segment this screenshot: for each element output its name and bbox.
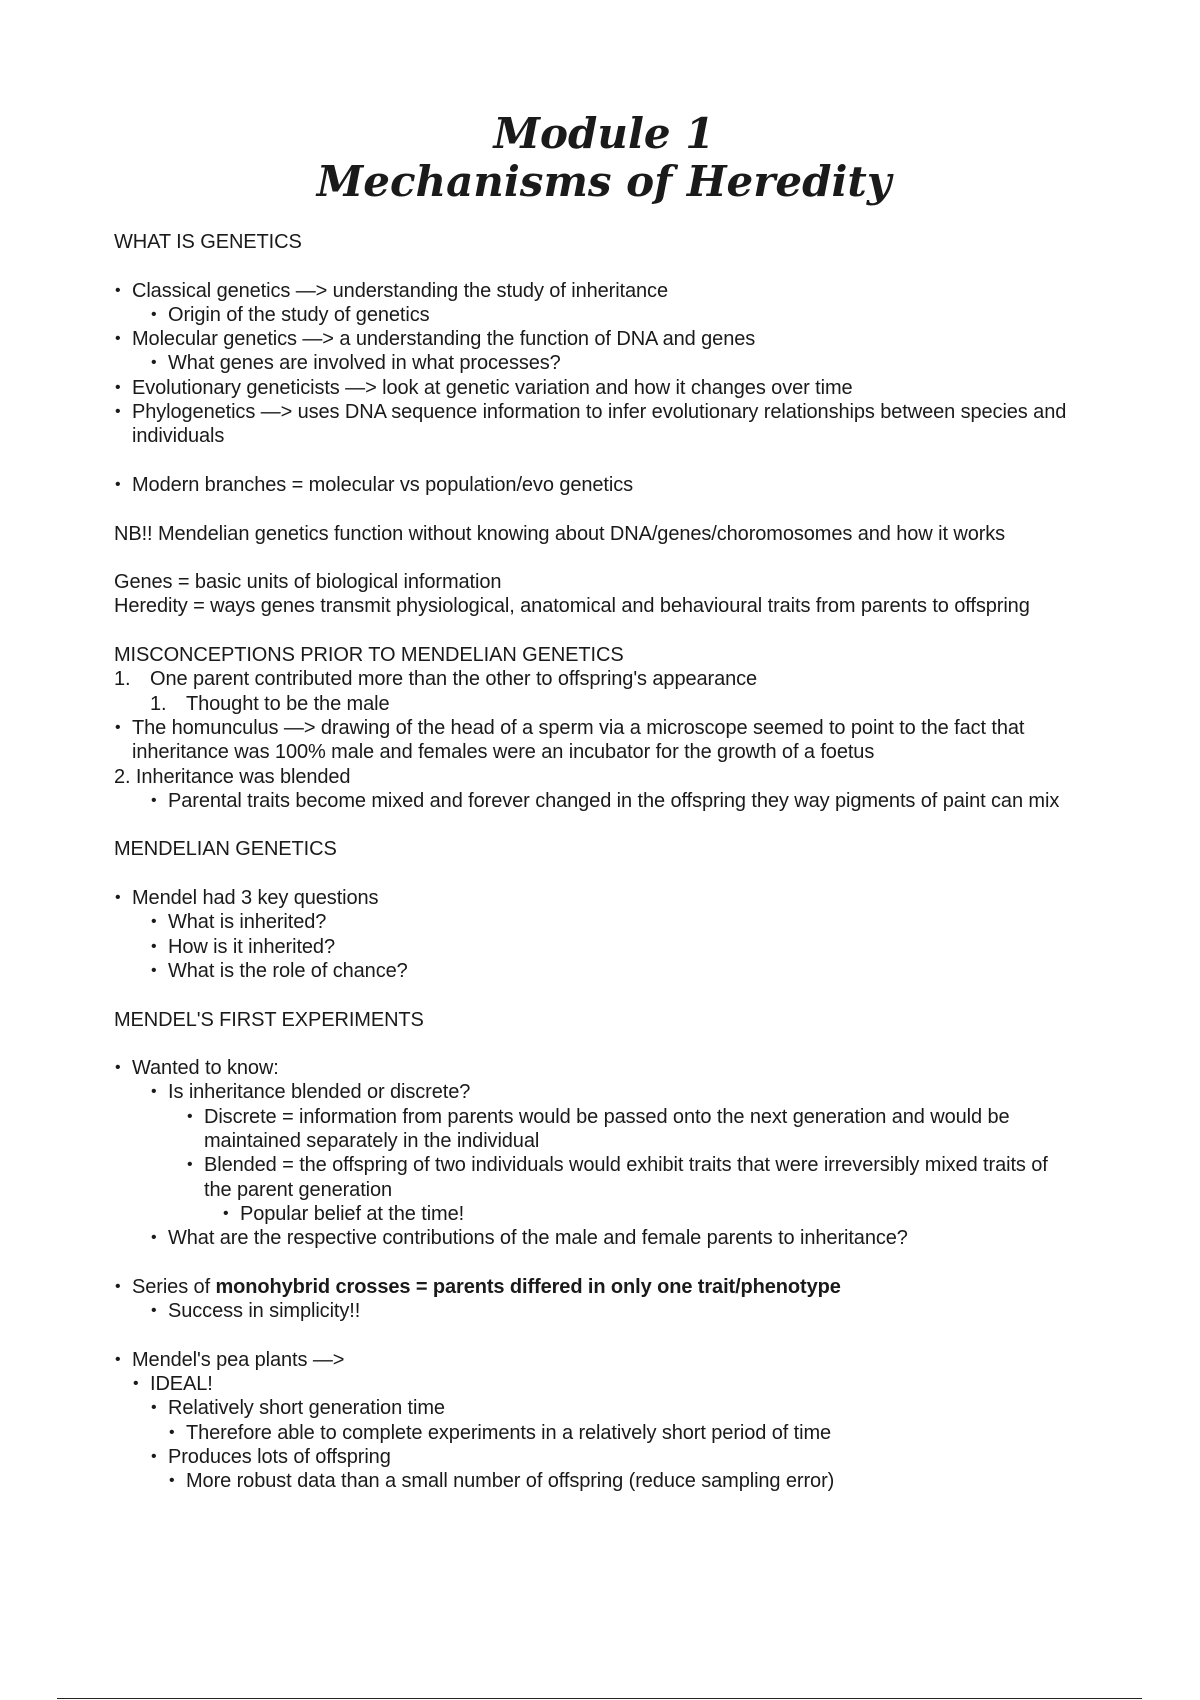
section-heading-first-experiments: MENDEL'S FIRST EXPERIMENTS <box>114 1008 424 1031</box>
list-item: • Molecular genetics —> a understanding the function of DNA and genes <box>114 327 1074 351</box>
list-item <box>114 1275 1074 1299</box>
section-heading-what-is-genetics: WHAT IS GENETICS <box>114 231 302 253</box>
page-title <box>114 110 1074 206</box>
definition-genes: Genes = basic units of biological information <box>114 571 502 594</box>
list-item: • Mendel had 3 key questions <box>114 886 1074 910</box>
numbered-item: 2. Inheritance was blended <box>114 765 351 788</box>
item-text: Thought to be the male <box>186 692 390 715</box>
list-item: • Parental traits become mixed and forever changed in the offspring they way pigments of paint can mix <box>114 789 1074 813</box>
title-line-2: Mechanisms of Heredity <box>316 157 892 206</box>
document-page <box>114 110 1074 1493</box>
item-text: Series of <box>132 1275 216 1298</box>
list-item: • What genes are involved in what processes? <box>114 351 1074 375</box>
list-item: • Mendel's pea plants —> <box>114 1348 1074 1372</box>
title-line-1: Module 1 <box>493 109 715 158</box>
item-text: One parent contributed more than the other to offspring's appearance <box>150 668 758 691</box>
section-heading-mendelian-genetics: MENDELIAN GENETICS <box>114 838 337 861</box>
list-item: • Modern branches = molecular vs population/evo genetics <box>114 473 1074 497</box>
list-item: • Therefore able to complete experiments in a relatively short period of time <box>114 1421 1074 1445</box>
list-item: • What are the respective contributions of the male and female parents to inheritance? <box>114 1226 1074 1250</box>
list-item: • What is the role of chance? <box>114 959 1074 983</box>
list-item: • How is it inherited? <box>114 935 1074 959</box>
list-item: • Wanted to know: <box>114 1056 1074 1080</box>
list-item: • Blended = the offspring of two individuals would exhibit traits that were irreversibly mixed traits of the parent generation <box>114 1153 1074 1202</box>
list-item: • What is inherited? <box>114 910 1074 934</box>
numbered-item <box>114 692 1074 716</box>
list-item: • Produces lots of offspring <box>114 1445 1074 1469</box>
item-bold-text: monohybrid crosses = parents differed in only one trait/phenotype <box>215 1275 841 1298</box>
list-item: • Evolutionary geneticists —> look at genetic variation and how it changes over time <box>114 376 1074 400</box>
list-item: • Classical genetics —> understanding the study of inheritance <box>114 279 1074 303</box>
numbered-item <box>114 667 1074 691</box>
list-item: • The homunculus —> drawing of the head of a sperm via a microscope seemed to point to the fact that inheritance was 100% male and females were an incubator for the growth of a foetus <box>114 716 1074 765</box>
item-number: 1. <box>114 668 131 691</box>
list-item: • Phylogenetics —> uses DNA sequence information to infer evolutionary relationships between species and individuals <box>114 400 1074 449</box>
definition-heredity: Heredity = ways genes transmit physiological, anatomical and behavioural traits from parents to offspring <box>114 595 1030 618</box>
footer-rule <box>57 1698 1142 1699</box>
list-item: • IDEAL! <box>114 1372 1074 1396</box>
list-item: • Is inheritance blended or discrete? <box>114 1080 1074 1104</box>
list-item: • Relatively short generation time <box>114 1396 1074 1420</box>
list-item: • Success in simplicity!! <box>114 1299 1074 1323</box>
notes-body <box>114 230 1074 1493</box>
list-item: • Origin of the study of genetics <box>114 303 1074 327</box>
list-item: • More robust data than a small number of offspring (reduce sampling error) <box>114 1469 1074 1493</box>
nb-note: NB!! Mendelian genetics function without knowing about DNA/genes/choromosomes and how it works <box>114 522 1006 545</box>
list-item: • Popular belief at the time! <box>114 1202 1074 1226</box>
list-item: • Discrete = information from parents would be passed onto the next generation and would be maintained separately in the individual <box>114 1105 1074 1154</box>
item-number: 1. <box>150 692 167 715</box>
section-heading-misconceptions: MISCONCEPTIONS PRIOR TO MENDELIAN GENETICS <box>114 644 624 667</box>
